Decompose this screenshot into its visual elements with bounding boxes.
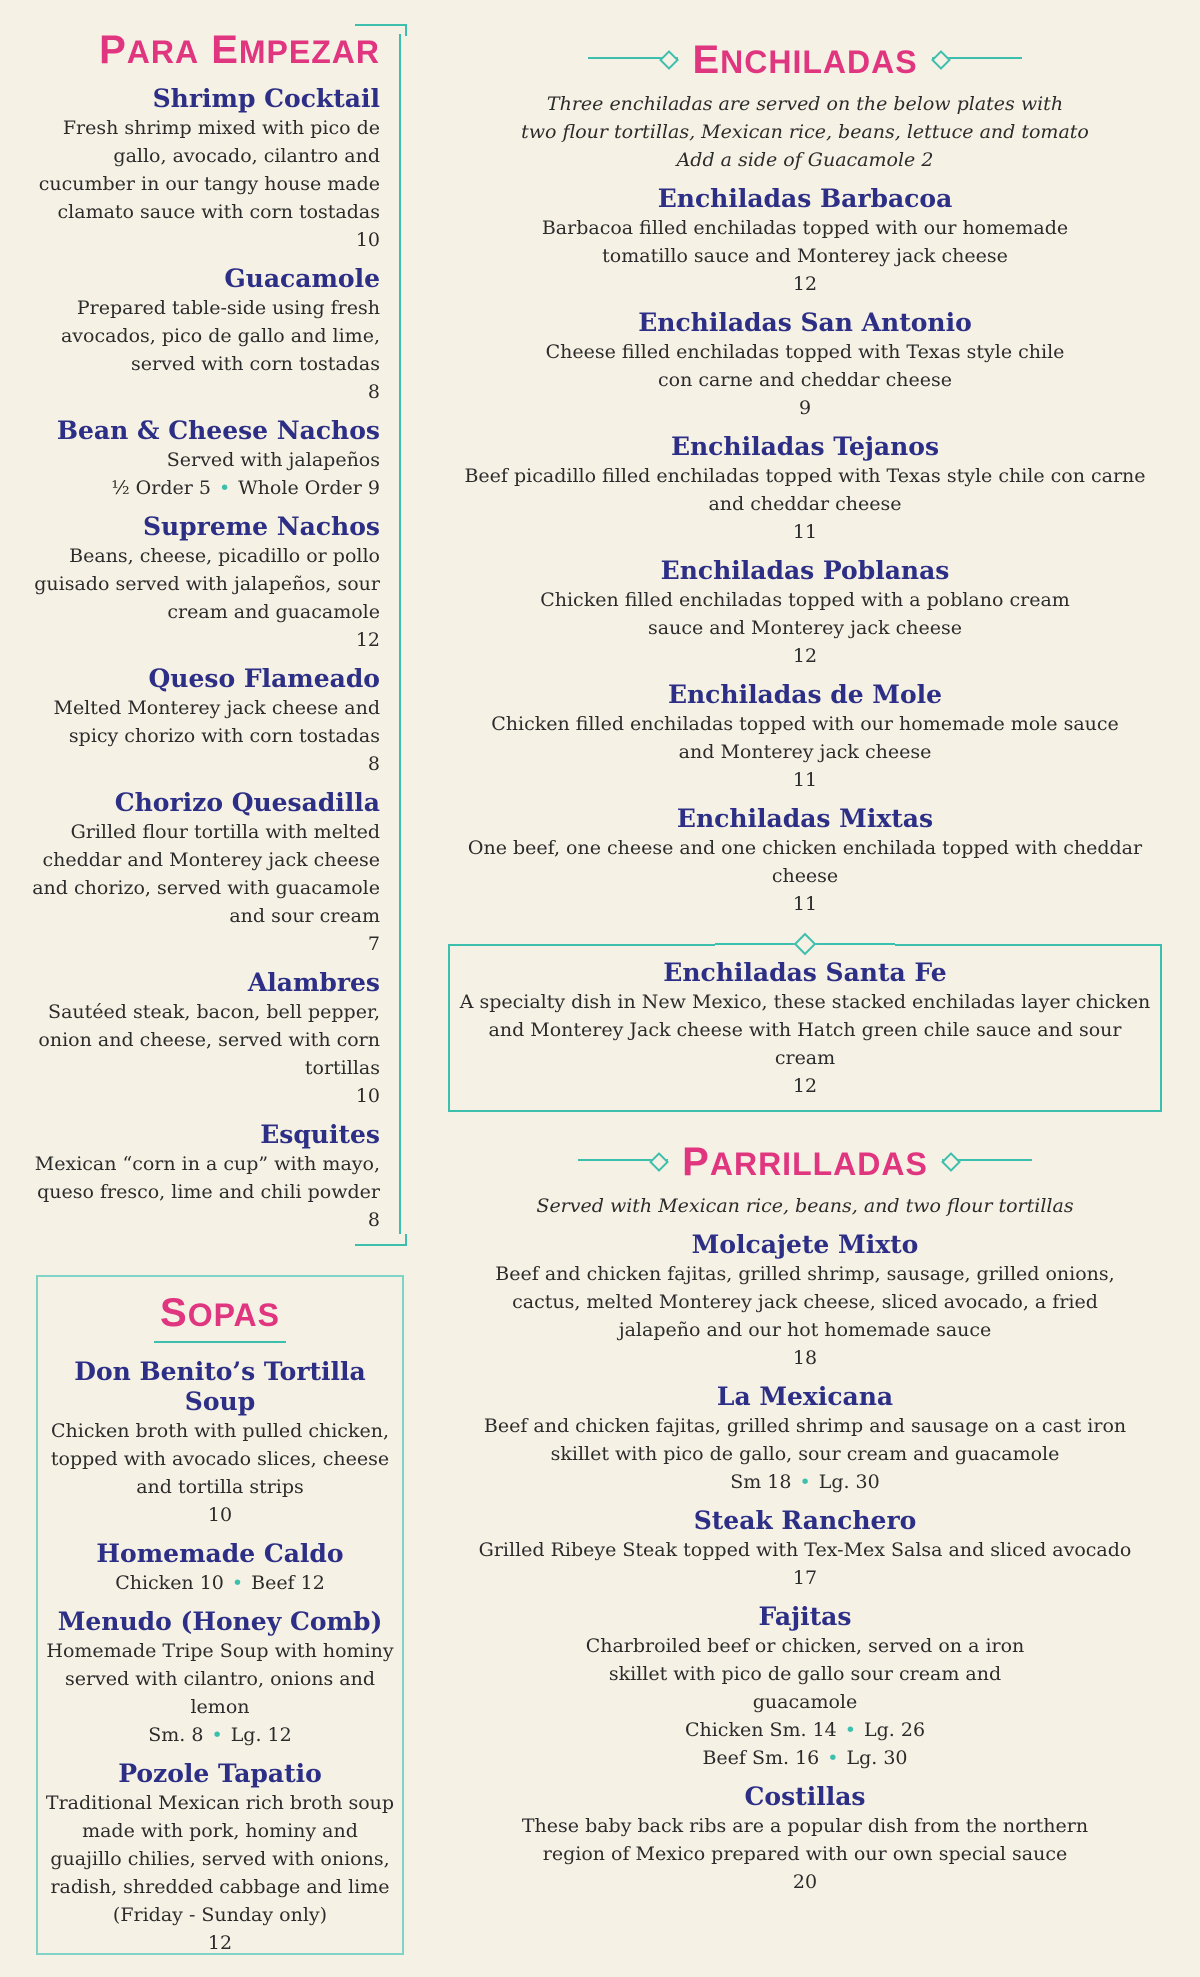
sopas-section <box>36 1275 404 1955</box>
item-description: Cheese filled enchiladas topped with Texas style chile con carne and cheddar cheese <box>545 341 1065 391</box>
item-description: Beans, cheese, picadillo or pollo guisado served with jalapeños, sour cream and guacamole <box>34 545 380 623</box>
menu-item <box>30 1120 380 1234</box>
item-name: Bean & Cheese Nachos <box>56 416 380 445</box>
item-name: Enchiladas Barbacoa <box>657 184 953 213</box>
item-price: 11 <box>792 769 818 791</box>
price-chicken-large: Lg. 26 <box>864 1719 926 1741</box>
item-name: Enchiladas Poblanas <box>660 556 950 585</box>
price-beef-large: Lg. 30 <box>846 1747 908 1769</box>
menu-item <box>440 1602 1170 1772</box>
item-name: Molcajete Mixto <box>691 1230 919 1259</box>
item-price <box>30 474 380 502</box>
ornament-left-icon <box>588 51 678 65</box>
item-name: Chorizo Quesadilla <box>114 788 380 817</box>
item-description: A specialty dish in New Mexico, these stacked enchiladas layer chicken and Monterey Jack cheese with Hatch green chile sauce and sour cream <box>459 991 1151 1069</box>
parrilladas-intro: Served with Mexican rice, beans, and two flour tortillas <box>536 1195 1074 1217</box>
menu-item <box>30 512 380 654</box>
price-chicken: Chicken 10 <box>115 1572 224 1594</box>
item-price: 12 <box>792 645 818 667</box>
item-description: Beef picadillo filled enchiladas topped with Texas style chile con carne and cheddar cheese <box>464 465 1146 515</box>
box-ornament-icon <box>715 934 895 954</box>
frame-line <box>399 34 401 1234</box>
menu-item <box>440 432 1170 546</box>
item-price: 8 <box>367 1209 380 1231</box>
price-large: Lg. 30 <box>818 1471 880 1493</box>
special-item-box <box>448 944 1162 1112</box>
dot-separator-icon: • <box>211 1724 223 1746</box>
item-description: Fresh shrimp mixed with pico de gallo, avocado, cilantro and cucumber in our tangy house made clamato sauce with corn tostadas <box>38 117 380 223</box>
item-price: 10 <box>355 1085 380 1107</box>
dot-separator-icon: • <box>799 1471 811 1493</box>
menu-item <box>30 264 380 406</box>
right-column <box>440 20 1170 1896</box>
item-price: 8 <box>367 381 380 403</box>
section-title-sopas: SOPAS <box>154 1291 286 1343</box>
item-price: 11 <box>792 893 818 915</box>
item-name: Supreme Nachos <box>142 512 380 541</box>
dot-separator-icon: • <box>827 1747 839 1769</box>
item-name: Enchiladas Santa Fe <box>663 958 947 987</box>
dot-separator-icon: • <box>844 1719 856 1741</box>
item-price: 12 <box>207 1932 233 1954</box>
menu-item <box>440 1782 1170 1896</box>
item-description: Traditional Mexican rich broth soup made with pork, hominy and guajillo chilies, served with onions, radish, shredded cabbage and lime <box>45 1792 395 1898</box>
item-description: One beef, one cheese and one chicken enchilada topped with cheddar cheese <box>467 837 1143 887</box>
item-description: Served with jalapeños <box>166 449 380 471</box>
item-price: 18 <box>792 1347 818 1369</box>
item-description: Chicken broth with pulled chicken, topped with avocado slices, cheese and tortilla strips <box>50 1420 390 1498</box>
item-name: Enchiladas Mixtas <box>676 804 934 833</box>
menu-item <box>30 416 380 502</box>
item-price: 10 <box>355 229 380 251</box>
item-price-beef <box>440 1744 1170 1772</box>
menu-item <box>440 680 1170 794</box>
item-name: Menudo (Honey Comb) <box>57 1607 383 1636</box>
para-empezar-section <box>30 20 380 1234</box>
item-name: Steak Ranchero <box>693 1506 917 1535</box>
item-name: Shrimp Cocktail <box>152 84 380 113</box>
ornament-right-icon <box>932 51 1022 65</box>
item-name: Queso Flameado <box>148 664 380 693</box>
item-price: 9 <box>798 397 812 419</box>
price-beef: Beef 12 <box>251 1572 325 1594</box>
item-price: 10 <box>207 1504 233 1526</box>
ornament-left-icon <box>578 1153 668 1167</box>
section-title-parrilladas: PARRILLADAS <box>682 1140 928 1184</box>
menu-item <box>44 1607 396 1749</box>
title-row-enchiladas <box>440 30 1170 86</box>
item-price <box>44 1721 396 1749</box>
menu-item <box>30 664 380 778</box>
item-price: 12 <box>792 273 818 295</box>
frame-ornament-bottom <box>355 1234 407 1246</box>
item-description: Charbroiled beef or chicken, served on a iron skillet with pico de gallo sour cream and guacamole <box>585 1635 1025 1713</box>
menu-item <box>44 1539 396 1597</box>
item-description: Grilled Ribeye Steak topped with Tex-Mex Salsa and sliced avocado <box>478 1539 1132 1561</box>
menu-item <box>44 1357 396 1529</box>
item-note: (Friday - Sunday only) <box>112 1904 328 1926</box>
item-price <box>440 1468 1170 1496</box>
item-price: 12 <box>792 1075 818 1097</box>
ornament-right-icon <box>942 1153 1032 1167</box>
price-large: Lg. 12 <box>230 1724 292 1746</box>
menu-item <box>440 1230 1170 1372</box>
enchiladas-section <box>440 30 1170 1112</box>
item-description: Prepared table-side using fresh avocados, pico de gallo and lime, served with corn tostadas <box>60 297 380 375</box>
item-description: These baby back ribs are a popular dish from the northern region of Mexico prepared with our own special sauce <box>521 1815 1089 1865</box>
price-beef-small: Beef Sm. 16 <box>702 1747 820 1769</box>
menu-item <box>440 308 1170 422</box>
item-name: Enchiladas San Antonio <box>638 308 972 337</box>
section-title-para-empezar: PARA EMPEZAR <box>99 28 380 72</box>
item-name: Esquites <box>260 1120 380 1149</box>
item-description: Grilled flour tortilla with melted cheddar and Monterey jack cheese and chorizo, served with guacamole and sour cream <box>32 821 380 927</box>
intro-line: two flour tortillas, Mexican rice, beans, lettuce and tomato <box>521 121 1089 143</box>
item-name: La Mexicana <box>716 1382 894 1411</box>
item-name: Enchiladas Tejanos <box>670 432 940 461</box>
parrilladas-section <box>440 1132 1170 1896</box>
item-price: 11 <box>792 521 818 543</box>
item-price-chicken <box>440 1716 1170 1744</box>
menu-item <box>440 804 1170 918</box>
item-description: Homemade Tripe Soup with hominy served with cilantro, onions and lemon <box>46 1640 394 1718</box>
item-price: 17 <box>792 1567 818 1589</box>
price-chicken-small: Chicken Sm. 14 <box>684 1719 837 1741</box>
item-name: Costillas <box>744 1782 866 1811</box>
menu-item <box>44 1759 396 1957</box>
section-title-enchiladas: ENCHILADAS <box>692 38 918 82</box>
menu-item <box>30 84 380 254</box>
item-name: Homemade Caldo <box>96 1539 344 1568</box>
price-half: ½ Order 5 <box>111 477 211 499</box>
price-small: Sm. 8 <box>148 1724 204 1746</box>
item-description: Sautéed steak, bacon, bell pepper, onion and cheese, served with corn tortillas <box>38 1001 380 1079</box>
item-description: Beef and chicken fajitas, grilled shrimp, sausage, grilled onions, cactus, melted Monterey jack cheese, sliced avocado, a fried jalapeño and our hot homemade sauce <box>495 1263 1115 1341</box>
item-description: Barbacoa filled enchiladas topped with our homemade tomatillo sauce and Monterey jack cheese <box>541 217 1069 267</box>
item-description: Mexican “corn in a cup” with mayo, queso fresco, lime and chili powder <box>34 1153 380 1203</box>
intro-line: Three enchiladas are served on the below plates with <box>546 93 1064 115</box>
price-whole: Whole Order 9 <box>238 477 380 499</box>
item-price: 8 <box>367 753 380 775</box>
item-name: Enchiladas de Mole <box>667 680 943 709</box>
item-description: Melted Monterey jack cheese and spicy chorizo with corn tostadas <box>53 697 380 747</box>
item-description: Chicken filled enchiladas topped with our homemade mole sauce and Monterey jack cheese <box>491 713 1119 763</box>
item-name: Guacamole <box>224 264 380 293</box>
item-price <box>44 1569 396 1597</box>
intro-line: Add a side of Guacamole 2 <box>676 149 934 171</box>
title-row-parrilladas <box>440 1132 1170 1188</box>
menu-item <box>440 184 1170 298</box>
menu-item <box>30 968 380 1110</box>
item-name: Fajitas <box>758 1602 852 1631</box>
item-price: 20 <box>792 1871 818 1893</box>
menu-item <box>440 556 1170 670</box>
menu-item <box>440 1506 1170 1592</box>
price-small: Sm 18 <box>730 1471 792 1493</box>
item-price: 12 <box>355 629 380 651</box>
dot-separator-icon: • <box>218 477 231 499</box>
menu-item <box>440 1382 1170 1496</box>
item-price: 7 <box>367 933 380 955</box>
item-description: Beef and chicken fajitas, grilled shrimp and sausage on a cast iron skillet with pico de gallo, sour cream and guacamole <box>483 1415 1127 1465</box>
item-name: Don Benito’s Tortilla Soup <box>74 1357 366 1416</box>
dot-separator-icon: • <box>231 1572 244 1594</box>
item-name: Pozole Tapatio <box>118 1759 322 1788</box>
menu-item <box>30 788 380 958</box>
enchiladas-intro <box>440 90 1170 174</box>
item-description: Chicken filled enchiladas topped with a poblano cream sauce and Monterey jack cheese <box>540 589 1070 639</box>
item-name: Alambres <box>247 968 380 997</box>
